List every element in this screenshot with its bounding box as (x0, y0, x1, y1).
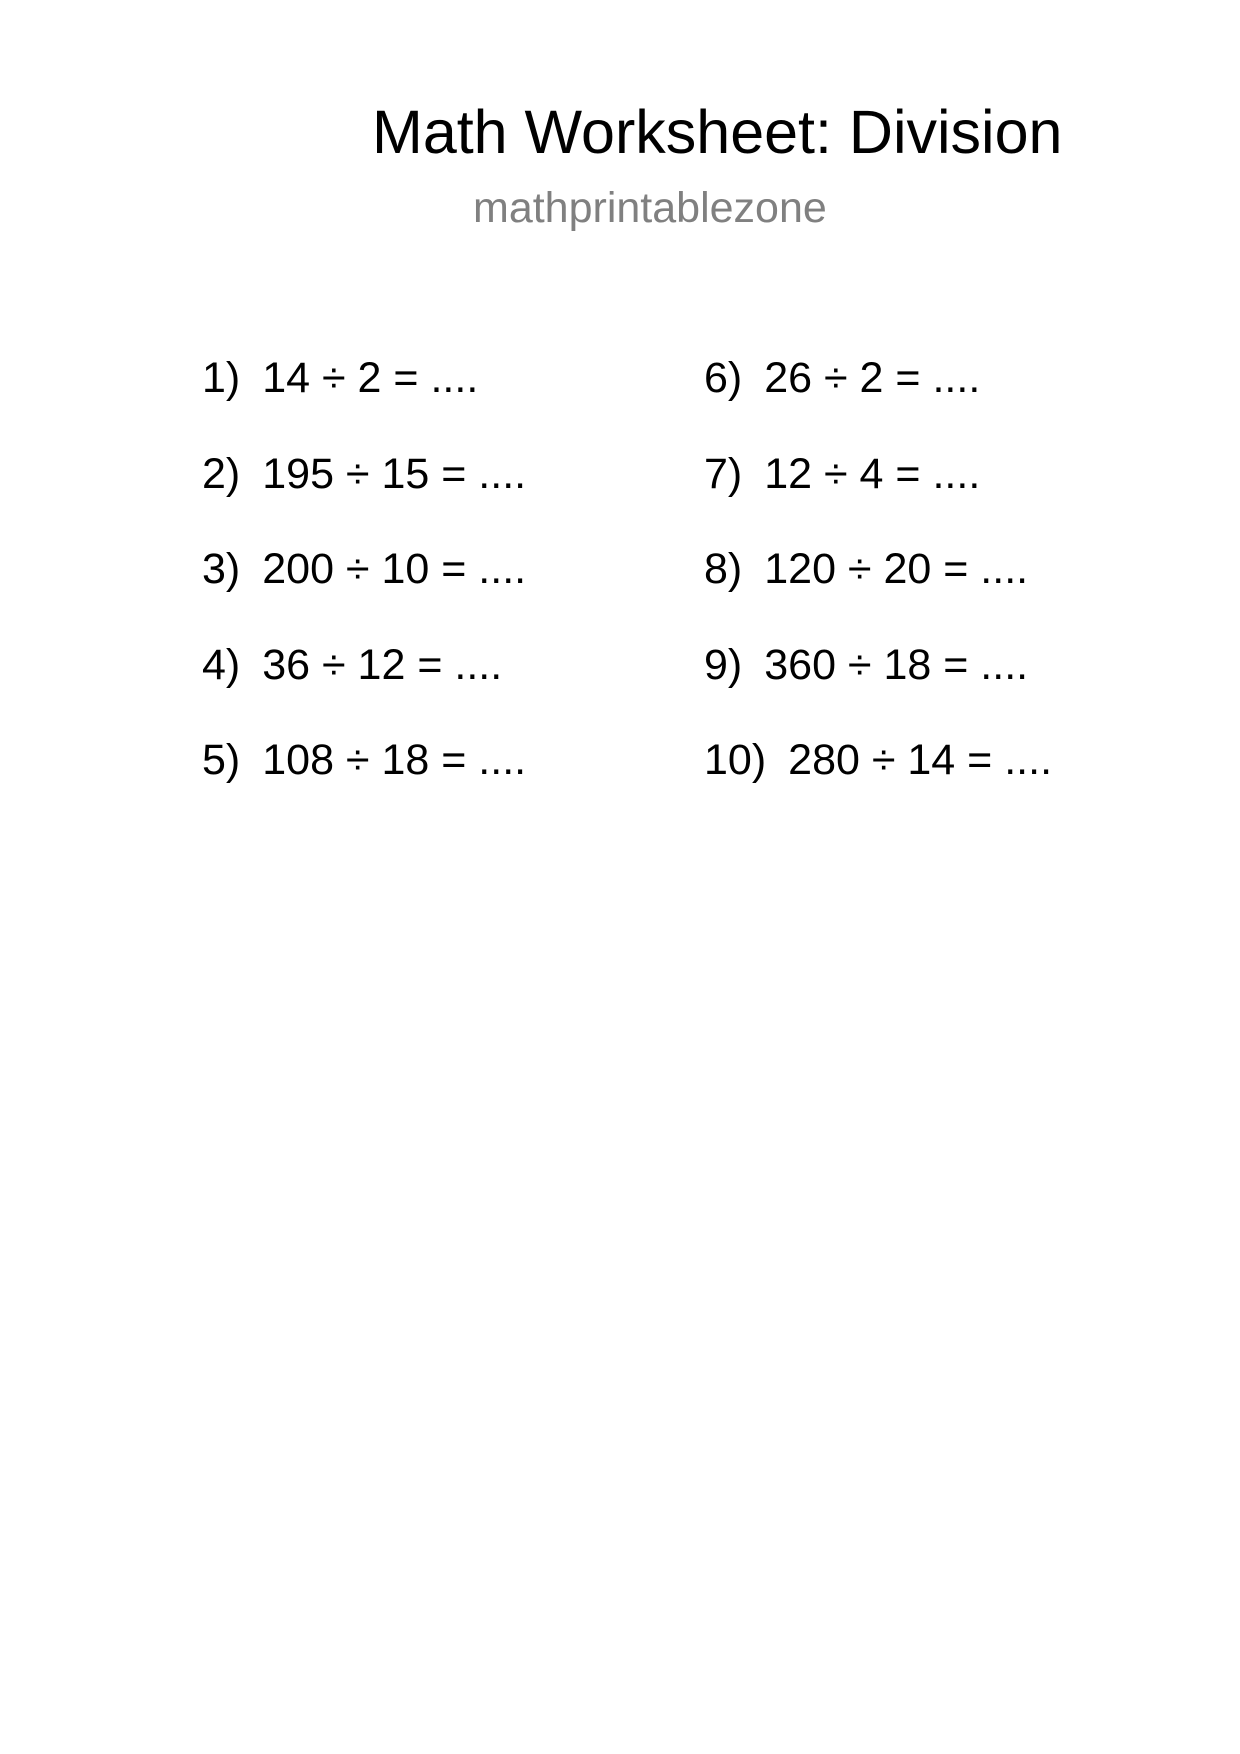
problem-number: 6) (704, 354, 743, 402)
problem-item (704, 448, 1052, 544)
problem-number: 2) (202, 449, 241, 498)
problem-expression: 14 ÷ 2 = .... (262, 354, 479, 402)
problem-item (202, 448, 526, 544)
problem-item (704, 543, 1052, 639)
problems-left-column (202, 352, 526, 830)
problem-item (704, 639, 1052, 735)
worksheet-title: Math Worksheet: Division (372, 98, 1063, 166)
problem-item (202, 543, 526, 639)
problems-right-column (704, 352, 1052, 830)
problem-number: 1) (202, 354, 241, 402)
problem-expression: 360 ÷ 18 = .... (764, 640, 1029, 689)
problem-item (202, 639, 526, 735)
problem-number: 3) (202, 545, 241, 593)
problem-number: 8) (704, 545, 743, 593)
worksheet-source: mathprintablezone (473, 184, 827, 232)
problem-expression: 12 ÷ 4 = .... (764, 449, 981, 498)
problem-number: 5) (202, 736, 241, 784)
problem-expression: 195 ÷ 15 = .... (262, 449, 527, 498)
problem-number: 10) (704, 736, 767, 784)
problem-expression: 120 ÷ 20 = .... (764, 545, 1029, 593)
problem-expression: 200 ÷ 10 = .... (262, 545, 527, 593)
problem-number: 7) (704, 449, 743, 498)
problem-expression: 108 ÷ 18 = .... (262, 736, 527, 784)
problem-number: 4) (202, 640, 241, 689)
problem-item (704, 734, 1052, 830)
problem-expression: 36 ÷ 12 = .... (262, 640, 503, 689)
problem-number: 9) (704, 640, 743, 689)
problem-item (704, 352, 1052, 448)
problem-item (202, 734, 526, 830)
problem-expression: 280 ÷ 14 = .... (788, 736, 1053, 784)
problem-expression: 26 ÷ 2 = .... (764, 354, 981, 402)
problem-item (202, 352, 526, 448)
